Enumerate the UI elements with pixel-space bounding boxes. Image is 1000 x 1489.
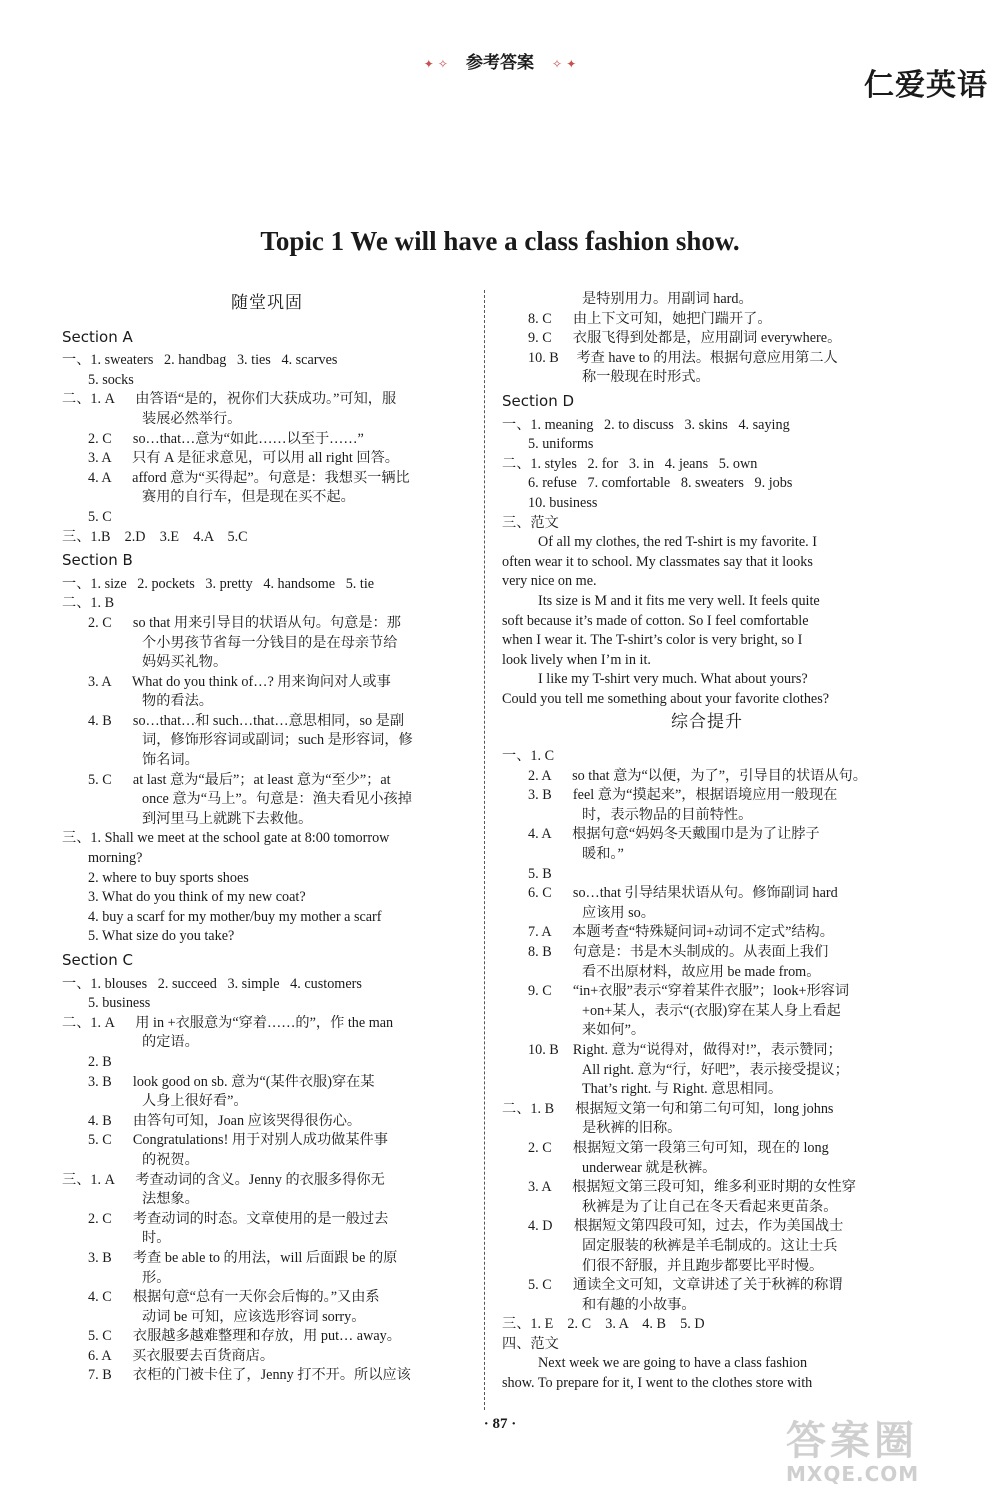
answer-line: 4. B 由答句可知，Joan 应该哭得很伤心。 <box>88 1112 362 1129</box>
answer-line: 8. C 由上下文可知，她把门踹开了。 <box>528 310 772 327</box>
right-column <box>502 290 912 1394</box>
answer-line: morning? <box>88 850 143 867</box>
answer-line: 一、1. blouses 2. succeed 3. simple 4. customers <box>62 975 362 992</box>
section-heading: Section D <box>502 391 575 410</box>
answer-line: 三、1. Shall we meet at the school gate at 8:00 tomorrow <box>62 830 390 847</box>
answer-line: 的定语。 <box>142 1034 199 1051</box>
answer-line: 四、范文 <box>502 1335 559 1352</box>
watermark-logo: 答案圈 <box>786 1418 918 1464</box>
answer-line: 4. buy a scarf for my mother/buy my mother a scarf <box>88 908 382 925</box>
answer-line: 二、1. styles 2. for 3. in 4. jeans 5. own <box>502 455 758 472</box>
answer-line: 看不出原材料，故应用 be made from。 <box>582 963 821 980</box>
watermark-url: MXQE.COM <box>786 1462 920 1486</box>
answer-line: 3. A 只有 A 是征求意见，可以用 all right 回答。 <box>88 450 399 467</box>
answer-line: 装展必然举行。 <box>142 410 242 427</box>
answer-line: 是秋裤的旧称。 <box>582 1120 682 1137</box>
answer-line: 三、范文 <box>502 514 559 531</box>
answer-line: Its size is M and it fits me very well. It feels quite <box>538 592 820 609</box>
answer-line: 5. C Congratulations! 用于对别人成功做某件事 <box>88 1132 388 1149</box>
answer-line: 法想象。 <box>142 1191 199 1208</box>
watermark <box>786 1409 986 1486</box>
answer-line: 二、1. A 用 in +衣服意为“穿着……的”，作 the man <box>62 1014 394 1031</box>
answer-line: 5. business <box>88 995 151 1012</box>
answer-line: 一、1. sweaters 2. handbag 3. ties 4. scarves <box>62 352 338 369</box>
answer-line: 秋裤是为了让自己在冬天看起来更苗条。 <box>582 1198 838 1215</box>
answer-line: 二、1. B 根据短文第一句和第二句可知，long johns <box>502 1100 834 1117</box>
answer-line: 时，表示物品的目前特性。 <box>582 806 753 823</box>
answer-line: 一、1. meaning 2. to discuss 3. skins 4. saying <box>502 416 790 433</box>
answer-line: Next week we are going to have a class fashion <box>538 1355 808 1372</box>
answer-line: 3. A What do you think of…? 用来询问对人或事 <box>88 673 391 690</box>
answer-line: 4. B so…that…和 such…that…意思相同，so 是副 <box>88 712 405 729</box>
header-center <box>0 48 1000 73</box>
answer-line: 饰名词。 <box>142 752 199 769</box>
answer-line: 二、1. B <box>62 595 115 612</box>
answer-line: 3. B feel 意为“摸起来”，根据语境应用一般现在 <box>528 787 838 804</box>
answer-line: 10. B Right. 意为“说得对，做得对!”，表示赞同； <box>528 1041 842 1058</box>
answer-line: 赛用的自行车，但是现在买不起。 <box>142 489 355 506</box>
answer-line: 应该用 so。 <box>582 904 655 921</box>
right-lines <box>502 290 912 1394</box>
answer-line: 们很不舒服，并且跑步都要比平时慢。 <box>582 1257 824 1274</box>
answer-line: 三、1. A 考查动词的含义。Jenny 的衣服多得你无 <box>62 1171 385 1188</box>
answer-line: 暖和。” <box>582 846 624 863</box>
answer-line: 5. socks <box>88 371 134 388</box>
section-heading: Section B <box>62 551 133 570</box>
answer-line: 3. A 根据短文第三段可知，维多利亚时期的女性穿 <box>528 1179 856 1196</box>
answer-line: 词，修饰形容词或副词；such 是形容词，修 <box>142 732 413 749</box>
topic-title: Topic 1 We will have a class fashion show. <box>260 226 740 256</box>
answer-line: 6. refuse 7. comfortable 8. sweaters 9. jobs <box>528 475 793 492</box>
answer-line: 三、1. E 2. C 3. A 4. B 5. D <box>502 1316 705 1333</box>
answer-line: 二、1. A 由答语“是的，祝你们大获成功。”可知，服 <box>62 391 397 408</box>
answer-line: 2. B <box>88 1053 112 1070</box>
answer-line: 和有趣的小故事。 <box>582 1296 696 1313</box>
answer-line: often wear it to school. My classmates say that it looks <box>502 553 813 570</box>
answer-line: 个小男孩节省每一分钱目的是在母亲节给 <box>142 634 398 651</box>
left-lines <box>62 328 472 1386</box>
answer-line: 3. B 考查 be able to 的用法，will 后面跟 be 的原 <box>88 1249 398 1266</box>
answer-line: 一、1. C <box>502 748 555 765</box>
answer-line: 人身上很好看”。 <box>142 1093 248 1110</box>
answer-line: 5. C <box>88 508 112 525</box>
answer-line: underwear 就是秋裤。 <box>582 1159 717 1176</box>
answer-line: I like my T-shirt very much. What about yours? <box>538 671 808 688</box>
series-title: 仁爱英语 <box>864 68 988 103</box>
answer-line: 5. B <box>528 865 552 882</box>
answer-line: 固定服装的秋裤是羊毛制成的。这让士兵 <box>582 1237 838 1254</box>
answer-line: 10. B 考查 have to 的用法。根据句意应用第二人 <box>528 349 838 366</box>
answer-line: 7. A 本题考查“特殊疑问词+动词不定式”结构。 <box>528 924 834 941</box>
answer-line: 8. B 句意是：书是木头制成的。从表面上我们 <box>528 944 829 960</box>
answer-line: 形。 <box>142 1269 171 1286</box>
answer-line: That’s right. 与 Right. 意思相同。 <box>582 1081 783 1098</box>
answer-line: All right. 意为“行，好吧”，表示接受提议； <box>582 1061 849 1078</box>
answer-line: soft because it’s made of cotton. So I feel comfortable <box>502 612 809 629</box>
ornament-left-icon: ✦ ✧ <box>423 57 448 71</box>
answer-line: 4. A 根据句意“妈妈冬天戴围巾是为了让脖子 <box>528 826 820 843</box>
answer-line: 3. What do you think of my new coat? <box>88 889 306 906</box>
answer-line: 4. C 根据句意“总有一天你会后悔的。”又由系 <box>88 1289 380 1306</box>
answer-line: 2. C so that 用来引导目的状语从句。句意是：那 <box>88 614 401 631</box>
answer-line: 妈妈买礼物。 <box>142 654 228 671</box>
answer-line: Of all my clothes, the red T-shirt is my favorite. I <box>538 534 817 551</box>
left-column <box>62 290 472 1386</box>
answer-line: 时。 <box>142 1230 171 1247</box>
answer-line: 到河里马上就跳下去救他。 <box>142 810 313 827</box>
answer-line: 4. A afford 意为“买得起”。句意是：我想买一辆比 <box>88 469 410 486</box>
answer-line: 5. C 通读全文可知，文章讲述了关于秋裤的称谓 <box>528 1277 843 1294</box>
answer-line: 5. What size do you take? <box>88 928 235 945</box>
answer-line: 5. uniforms <box>528 436 594 453</box>
answer-line: 3. B look good on sb. 意为“(某件衣服)穿在某 <box>88 1073 375 1090</box>
page-number: · 87 · <box>483 1416 517 1432</box>
answer-line: 是特别用力。用副词 hard。 <box>582 291 753 307</box>
answer-line: 6. A 买衣服要去百货商店。 <box>88 1347 275 1364</box>
answer-line: look lively when I’m in it. <box>502 651 651 668</box>
answer-line: very nice on me. <box>502 573 597 590</box>
section-heading: Section C <box>62 951 133 969</box>
header-title: 参考答案 <box>466 53 534 73</box>
ornament-right-icon: ✧ ✦ <box>552 57 577 71</box>
answer-line: 2. C 考查动词的时态。文章使用的是一般过去 <box>88 1210 389 1227</box>
answer-line: 10. business <box>528 494 598 511</box>
answer-line: 2. A so that 意为“以便，为了”，引导目的状语从句。 <box>528 767 867 784</box>
answer-line: 4. D 根据短文第四段可知，过去，作为美国战士 <box>528 1218 844 1235</box>
right-heading: 综合提升 <box>671 712 743 733</box>
answer-line: 一、1. size 2. pockets 3. pretty 4. handsome 5. tie <box>62 575 375 592</box>
answer-line: 5. C 衣服越多越难整理和存放，用 put… away。 <box>88 1328 401 1345</box>
answer-line: 的祝贺。 <box>142 1151 199 1168</box>
answer-line: 6. C so…that 引导结果状语从句。修饰副词 hard <box>528 885 838 902</box>
answer-line: 9. C “in+衣服”表示“穿着某件衣服”；look+形容词 <box>528 983 850 1000</box>
answer-line: 动词 be 可知，应该选形容词 sorry。 <box>142 1308 366 1325</box>
answer-line: 7. B 衣柜的门被卡住了，Jenny 打不开。所以应该 <box>88 1367 411 1384</box>
left-heading: 随堂巩固 <box>231 293 303 313</box>
section-heading: Section A <box>62 327 133 346</box>
answer-line: Could you tell me something about your favorite clothes? <box>502 690 830 707</box>
answer-line: 物的看法。 <box>142 693 213 710</box>
answer-line: 称一般现在时形式。 <box>582 369 710 386</box>
answer-line: 2. C so…that…意为“如此……以至于……” <box>88 430 364 447</box>
answer-line: show. To prepare for it, I went to the clothes store with <box>502 1375 813 1392</box>
answer-line: once 意为“马上”。句意是：渔夫看见小孩掉 <box>142 791 412 808</box>
answer-line: 来如何”。 <box>582 1022 646 1039</box>
answer-line: 2. C 根据短文第一段第三句可知，现在的 long <box>528 1139 829 1156</box>
answer-line: 三、1.B 2.D 3.E 4.A 5.C <box>62 528 248 545</box>
answer-line: when I wear it. The T-shirt’s color is very bright, so I <box>502 632 803 649</box>
column-divider <box>484 290 485 1410</box>
answer-line: 9. C 衣服飞得到处都是，应用副词 everywhere。 <box>528 330 842 347</box>
answer-line: 2. where to buy sports shoes <box>88 869 249 886</box>
answer-line: 5. C at last 意为“最后”；at least 意为“至少”；at <box>88 771 391 788</box>
answer-line: +on+某人，表示“(衣服)穿在某人身上看起 <box>582 1002 841 1019</box>
